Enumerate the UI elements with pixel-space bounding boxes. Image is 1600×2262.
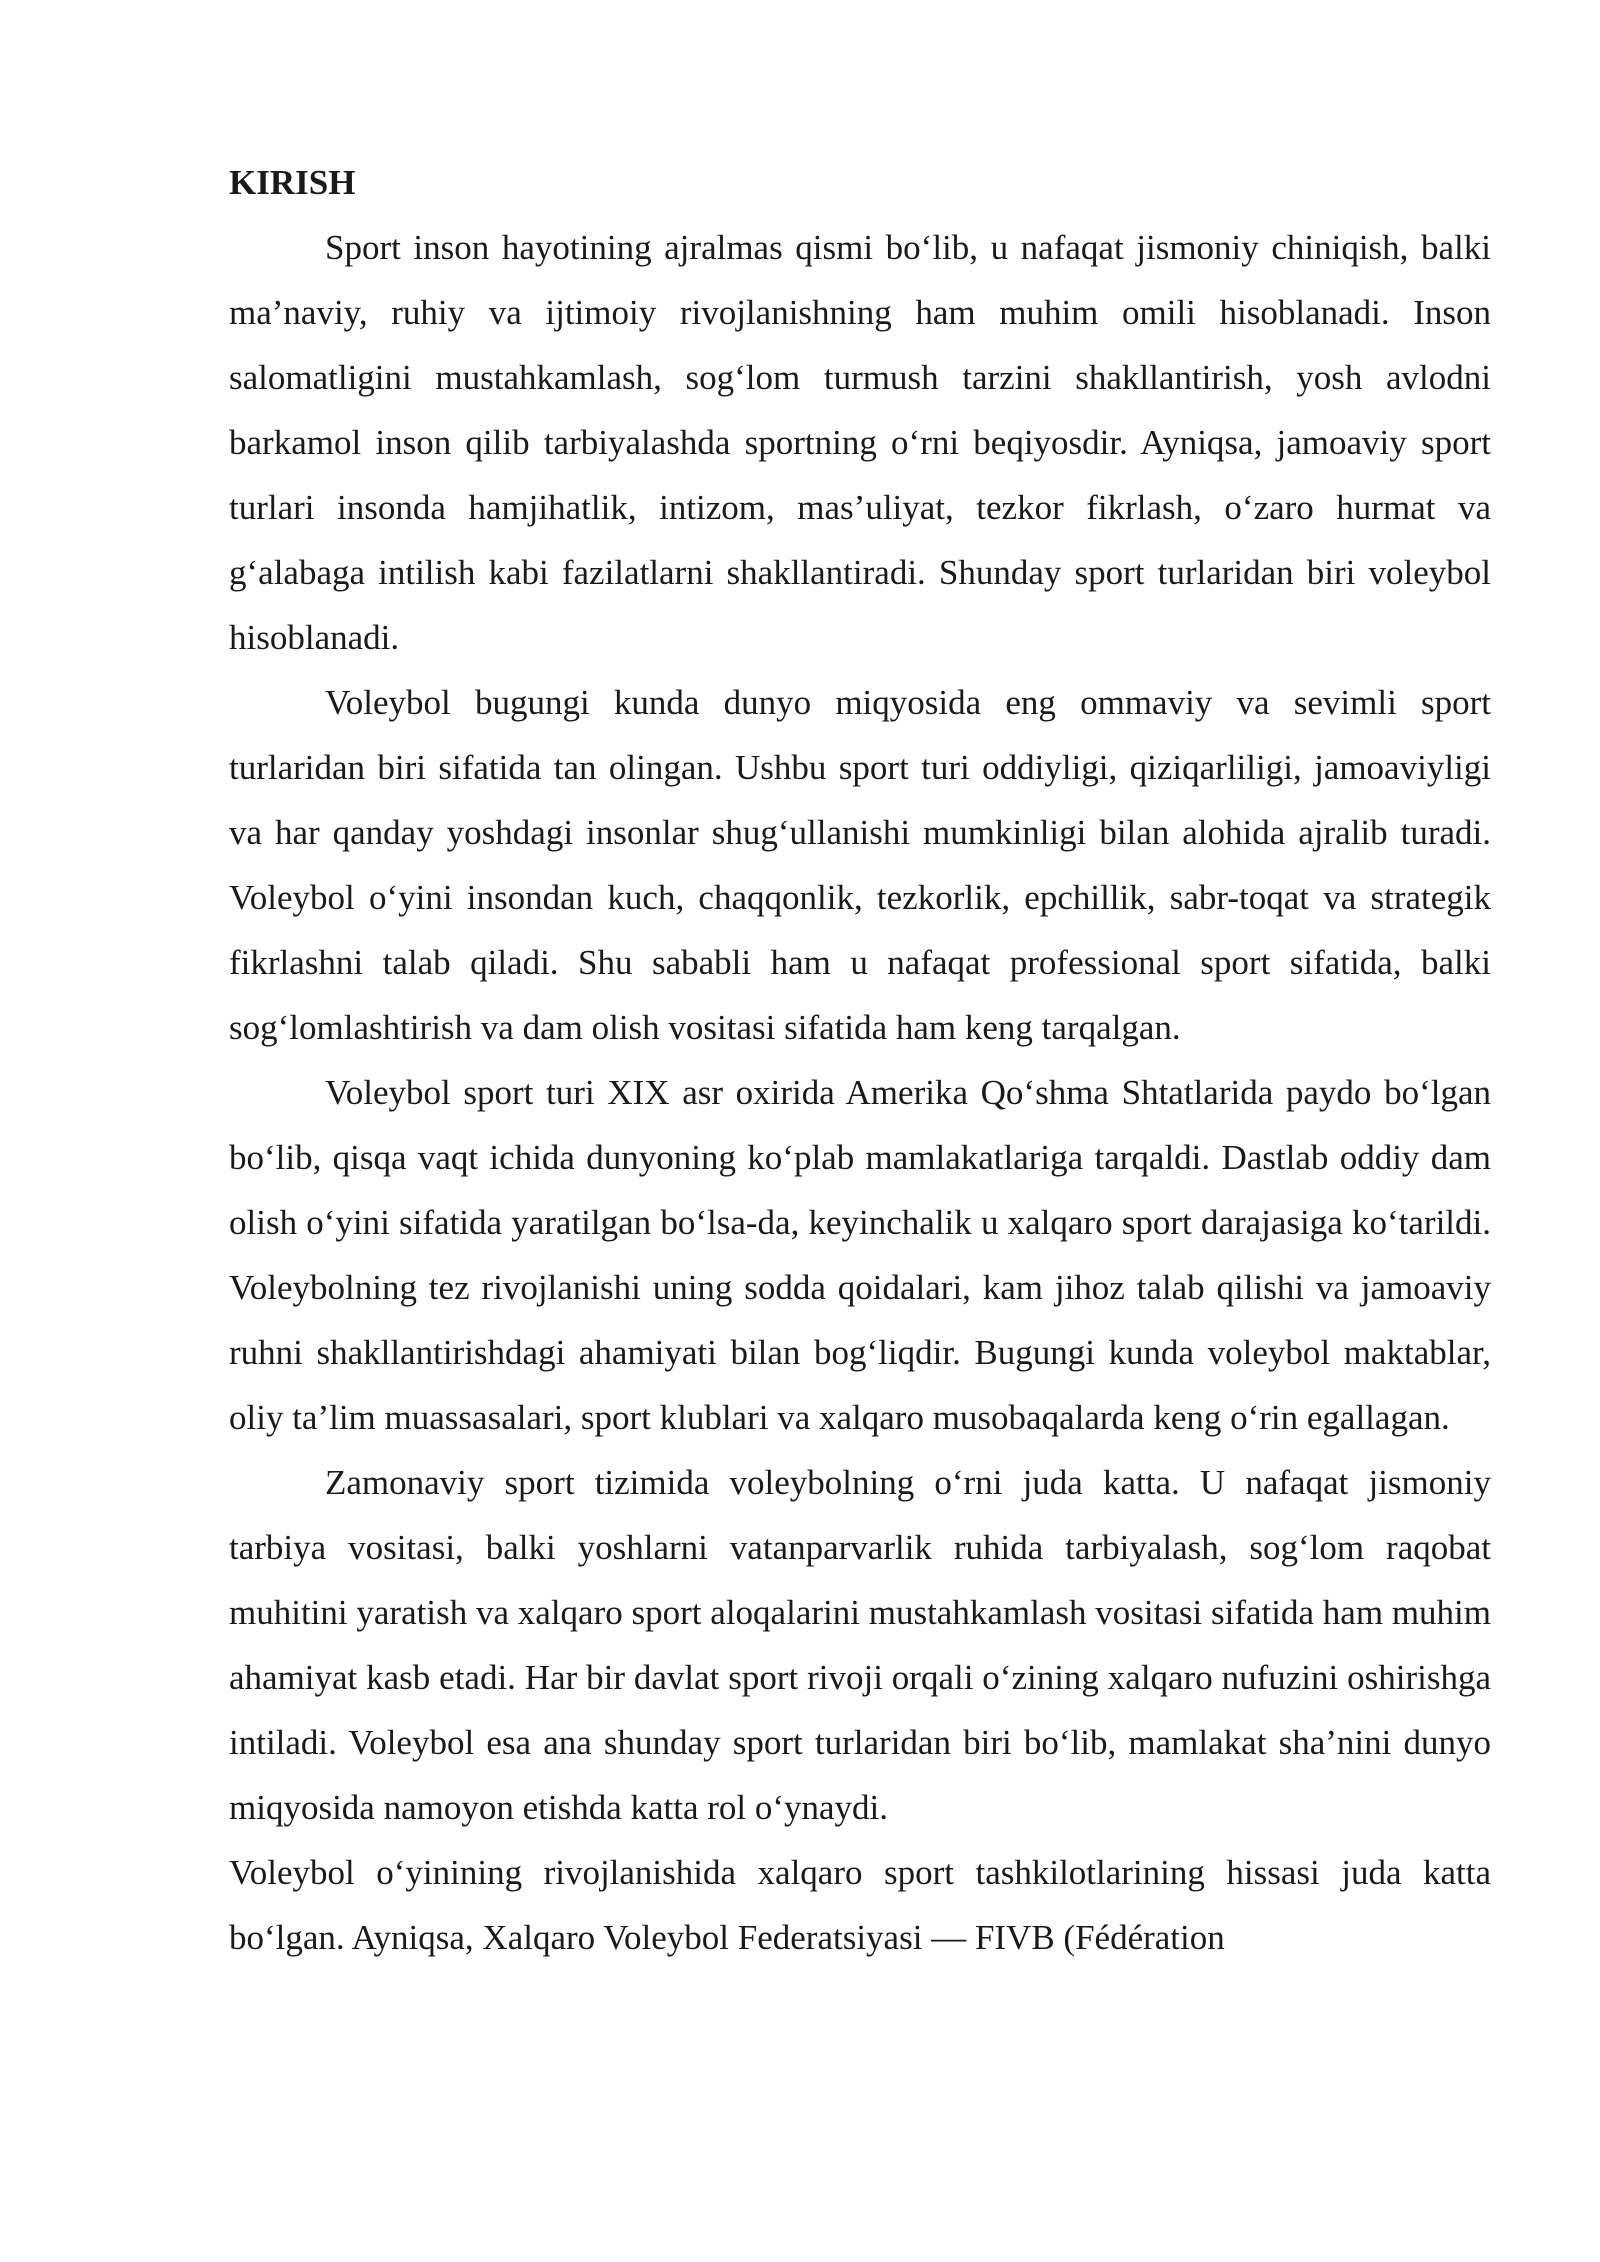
section-heading: KIRISH [229,163,356,202]
paragraph-1: Sport inson hayotining ajralmas qismi bo‘lib, u nafaqat jismoniy chiniqish, balki ma’naviy, ruhiy va ijtimoiy rivojlanishning ham muhim omili hisoblanadi. Inson salomatligini mustahkamlash, sog‘lom turmush tarzini shakllantirish, yosh avlodni barkamol inson qilib tarbiyalashda sportning o‘rni beqiyosdir. Ayniqsa, jamoaviy sport turlari insonda hamjihatlik, intizom, mas’uliyat, tezkor fikrlash, o‘zaro hurmat va g‘alabaga intilish kabi fazilatlarni shakllantiradi. Shunday sport turlaridan biri voleybol hisoblanadi. [229,228,1491,657]
paragraph-5: Voleybol o‘yinining rivojlanishida xalqaro sport tashkilotlarining hissasi juda katta bo‘lgan. Ayniqsa, Xalqaro Voleybol Federatsiyasi — FIVB (Fédération [229,1853,1491,1957]
paragraph-2: Voleybol bugungi kunda dunyo miqyosida eng ommaviy va sevimli sport turlaridan biri sifatida tan olingan. Ushbu sport turi oddiyligi, qiziqarliligi, jamoaviyligi va har qanday yoshdagi insonlar shug‘ullanishi mumkinligi bilan alohida ajralib turadi. Voleybol o‘yini insondan kuch, chaqqonlik, tezkorlik, epchillik, sabr-toqat va strategik fikrlashni talab qiladi. Shu sababli ham u nafaqat professional sport sifatida, balki sog‘lomlashtirish va dam olish vositasi sifatida ham keng tarqalgan. [229,683,1491,1047]
paragraph-3: Voleybol sport turi XIX asr oxirida Amerika Qo‘shma Shtatlarida paydo bo‘lgan bo‘lib, qisqa vaqt ichida dunyoning ko‘plab mamlakatlariga tarqaldi. Dastlab oddiy dam olish o‘yini sifatida yaratilgan bo‘lsa-da, keyinchalik u xalqaro sport darajasiga ko‘tarildi. Voleybolning tez rivojlanishi uning sodda qoidalari, kam jihoz talab qilishi va jamoaviy ruhni shakllantirishdagi ahamiyati bilan bog‘liqdir. Bugungi kunda voleybol maktablar, oliy ta’lim muassasalari, sport klublari va xalqaro musobaqalarda keng o‘rin egallagan. [229,1073,1491,1437]
paragraph-4: Zamonaviy sport tizimida voleybolning o‘rni juda katta. U nafaqat jismoniy tarbiya vositasi, balki yoshlarni vatanparvarlik ruhida tarbiyalash, sog‘lom raqobat muhitini yaratish va xalqaro sport aloqalarini mustahkamlash vositasi sifatida ham muhim ahamiyat kasb etadi. Har bir davlat sport rivoji orqali o‘zining xalqaro nufuzini oshirishga intiladi. Voleybol esa ana shunday sport turlaridan biri bo‘lib, mamlakat sha’nini dunyo miqyosida namoyon etishda katta rol o‘ynaydi. [229,1463,1491,1827]
document-body [229,150,1491,1970]
